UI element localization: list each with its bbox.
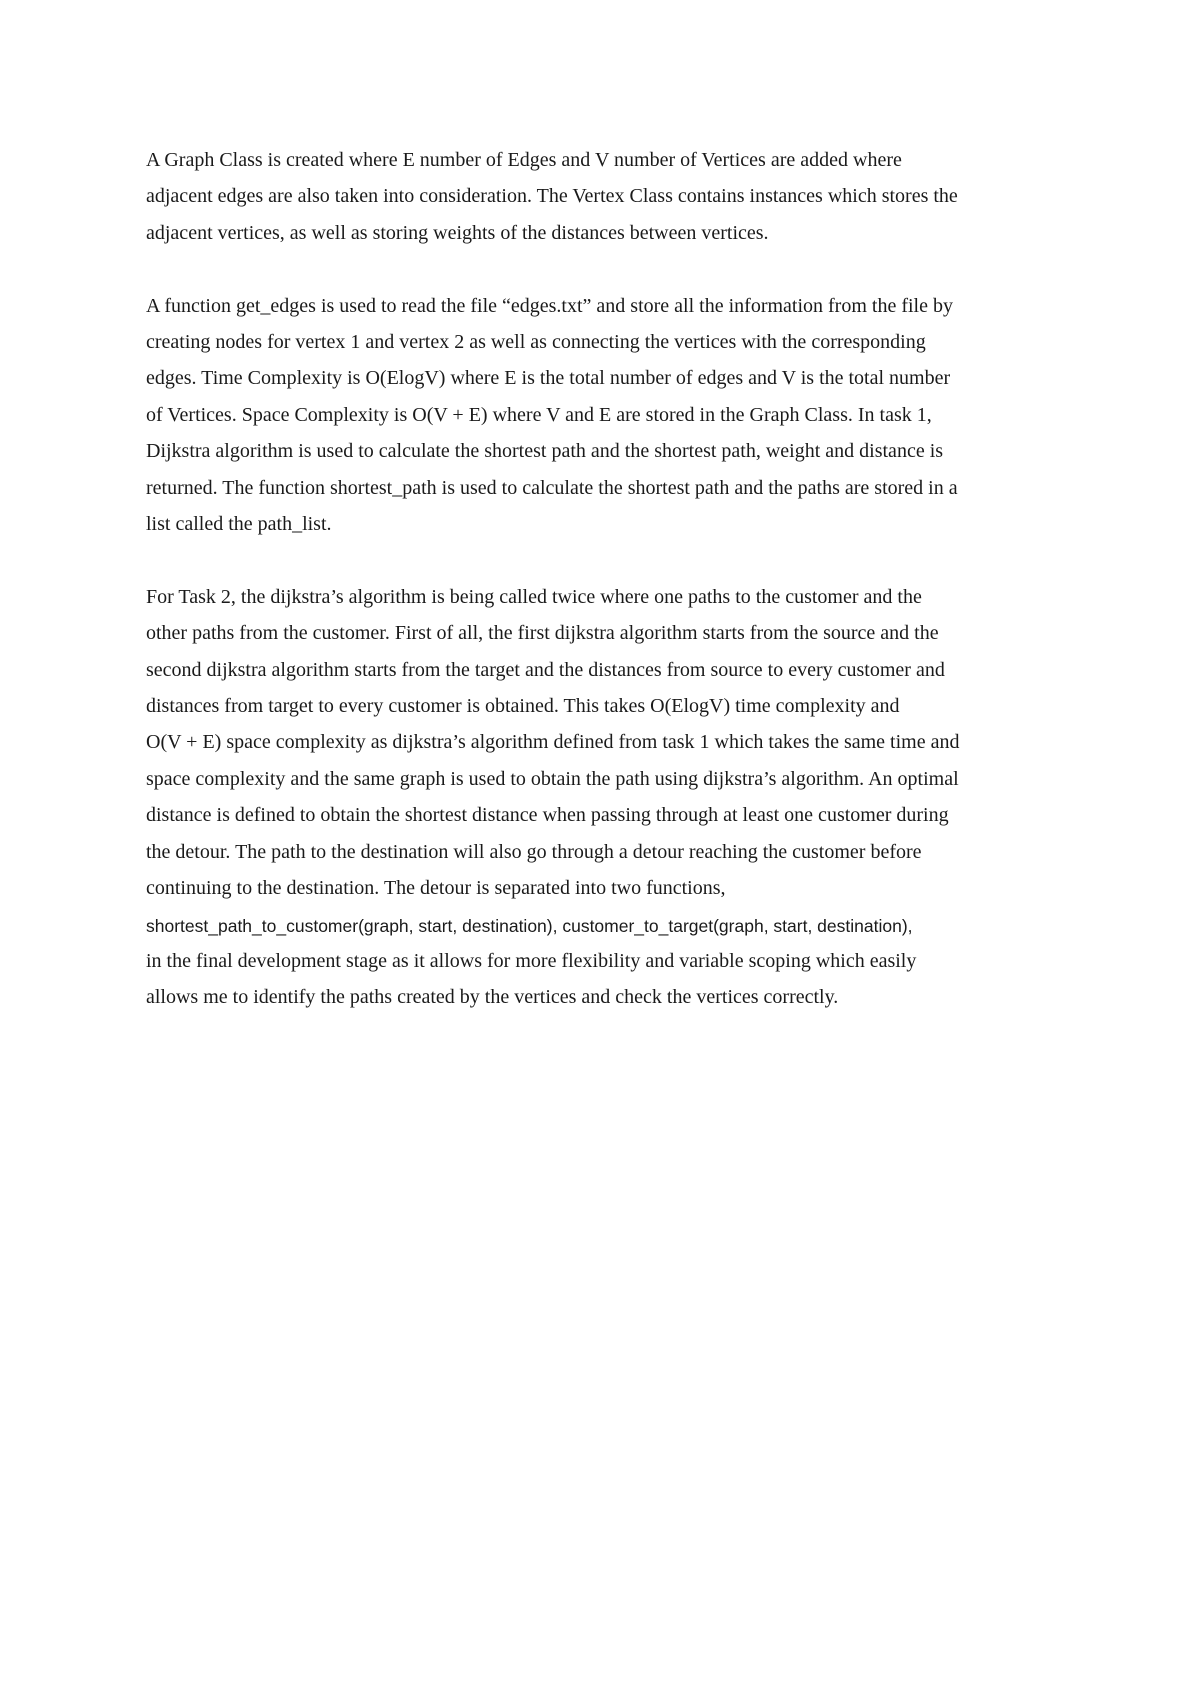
text-line: returned. The function shortest_path is used to calculate the shortest path and the paths are stored in a xyxy=(146,476,958,499)
text-line: second dijkstra algorithm starts from the target and the distances from source to every customer and xyxy=(146,658,945,681)
text-line: creating nodes for vertex 1 and vertex 2 as well as connecting the vertices with the corresponding xyxy=(146,331,926,354)
function-names-line: shortest_path_to_customer(graph, start, destination), customer_to_target(graph, start, destination), xyxy=(146,915,913,936)
text-line: adjacent vertices, as well as storing weights of the distances between vertices. xyxy=(146,221,769,244)
text-line: in the final development stage as it allows for more flexibility and variable scoping which easily xyxy=(146,949,917,972)
text-line: For Task 2, the dijkstra’s algorithm is being called twice where one paths to the customer and the xyxy=(146,585,922,608)
document-body xyxy=(146,142,1076,1015)
text-line: list called the path_list. xyxy=(146,513,332,536)
paragraph-task-2 xyxy=(146,579,1076,1015)
paragraph-graph-class xyxy=(146,142,1076,251)
text-line: distance is defined to obtain the shortest distance when passing through at least one customer during xyxy=(146,804,949,827)
text-line: adjacent edges are also taken into consideration. The Vertex Class contains instances which stores the xyxy=(146,185,958,208)
text-line: allows me to identify the paths created by the vertices and check the vertices correctly. xyxy=(146,985,839,1008)
paragraph-gap xyxy=(146,542,1076,578)
text-line: edges. Time Complexity is O(ElogV) where E is the total number of edges and V is the total number xyxy=(146,367,951,390)
text-line: space complexity and the same graph is used to obtain the path using dijkstra’s algorithm. An optimal xyxy=(146,767,959,790)
text-line: continuing to the destination. The detour is separated into two functions, xyxy=(146,877,726,900)
text-line: distances from target to every customer is obtained. This takes O(ElogV) time complexity and xyxy=(146,695,900,718)
text-line: A function get_edges is used to read the file “edges.txt” and store all the information from the file by xyxy=(146,294,953,317)
text-line: the detour. The path to the destination will also go through a detour reaching the customer before xyxy=(146,840,922,863)
text-line: Dijkstra algorithm is used to calculate the shortest path and the shortest path, weight and distance is xyxy=(146,440,944,463)
text-line: A Graph Class is created where E number of Edges and V number of Vertices are added where xyxy=(146,149,902,171)
paragraph-gap xyxy=(146,251,1076,287)
text-line: of Vertices. Space Complexity is O(V + E) where V and E are stored in the Graph Class. In task 1, xyxy=(146,403,932,426)
text-line: other paths from the customer. First of all, the first dijkstra algorithm starts from the source and the xyxy=(146,622,939,645)
text-line: O(V + E) space complexity as dijkstra’s algorithm defined from task 1 which takes the same time and xyxy=(146,731,960,754)
paragraph-get-edges xyxy=(146,288,1076,543)
